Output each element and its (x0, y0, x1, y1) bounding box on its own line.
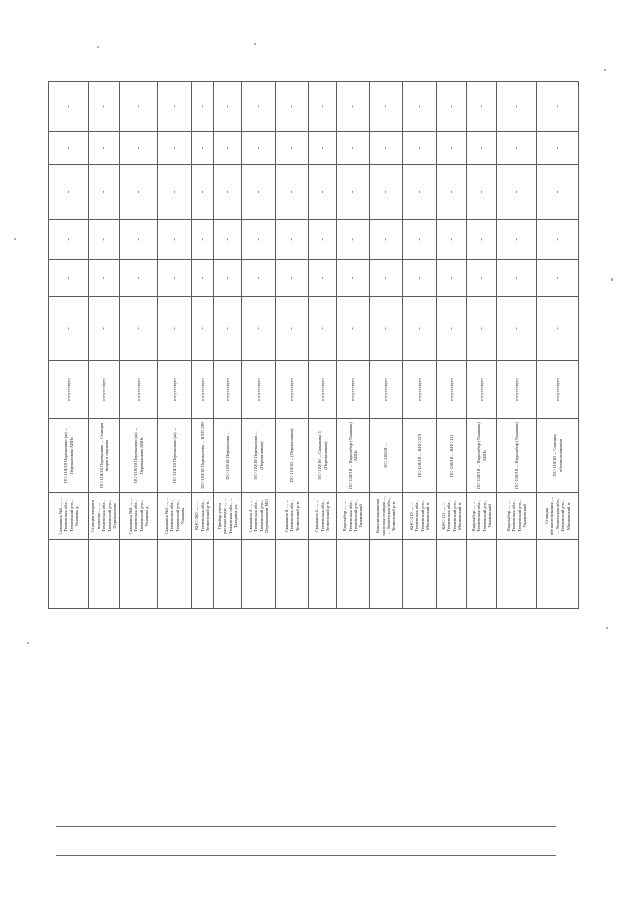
cell-c6: - (403, 260, 437, 297)
object-table (48, 81, 579, 609)
scan-speck (611, 278, 613, 281)
cell-c6: - (309, 260, 337, 297)
cell-name: Прибор учета расхода воды ..., ... Тюменская обл., ... Татарина ул. (214, 493, 242, 540)
cell-name: КНС-111 ..., ... Тюменская обл., Тюменский р-н., Московский п. (437, 493, 467, 540)
cell-name: Скважина 6 ..., ... Тюменская обл., Тюменский р-н. (309, 493, 337, 540)
cell-connection: ПС-110/10 Перевалово ... (Переваловом) (242, 419, 276, 493)
table-row (120, 82, 158, 609)
cell-blank (403, 540, 437, 609)
cell-blank (49, 540, 89, 609)
cell-c8: - (120, 165, 158, 220)
cell-connection: ПС-110/10 ... (370, 419, 403, 493)
cell-c6: - (467, 260, 497, 297)
cell-name: Водозабор ..., ... Тюменская обл., Тюменский р-н., Ушаковский (497, 493, 537, 540)
table-row (214, 82, 242, 609)
cell-c10: - (370, 82, 403, 132)
cell-connection: ПС-110/10 ... КНС-111 (437, 419, 467, 493)
cell-connection: ПС-110/10 ... Скважина 5 (Переваловом) (309, 419, 337, 493)
table-row (497, 82, 537, 609)
table-row (437, 82, 467, 609)
cell-c7: - (337, 220, 370, 260)
cell-c9: - (437, 132, 467, 165)
cell-c7: - (89, 220, 120, 260)
cell-c9: - (497, 132, 537, 165)
cell-c6: - (158, 260, 192, 297)
cell-c9: - (158, 132, 192, 165)
cell-c10: - (497, 82, 537, 132)
cell-c7: - (497, 220, 537, 260)
cell-connection: ПС-110/10 ... (Переваловом) (276, 419, 309, 493)
cell-name: Скважина 8 ..., ... Тюменская обл., Тюменский р-н. (276, 493, 309, 540)
cell-c6: - (537, 260, 579, 297)
cell-blank (437, 540, 467, 609)
cell-c10: - (537, 82, 579, 132)
cell-blank (467, 540, 497, 609)
cell-connection: ПС-110/10 Перевалово ... Станция второго подъема (89, 419, 120, 493)
cell-c6: - (89, 260, 120, 297)
cell-c8: - (437, 165, 467, 220)
footer-rule-bottom (56, 855, 556, 856)
cell-c6: - (214, 260, 242, 297)
cell-c10: - (158, 82, 192, 132)
cell-c6: - (337, 260, 370, 297)
cell-blank (192, 540, 214, 609)
cell-c8: - (537, 165, 579, 220)
table-row (467, 82, 497, 609)
cell-connection: ПС-110/10 ... Водозабор (Ушаково) АВНс (467, 419, 497, 493)
cell-note: отсутствует (214, 361, 242, 419)
cell-c9: - (370, 132, 403, 165)
table-row (537, 82, 579, 609)
cell-c9: - (120, 132, 158, 165)
cell-c10: - (242, 82, 276, 132)
cell-name: Станция второго подъема ..., ... Тюменская обл., Тюменский р-н., Переваловом (89, 493, 120, 540)
cell-c9: - (214, 132, 242, 165)
cell-blank (497, 540, 537, 609)
cell-c6: - (49, 260, 89, 297)
cell-c6: - (276, 260, 309, 297)
table-row (192, 82, 214, 609)
cell-c9: - (242, 132, 276, 165)
cell-c7: - (49, 220, 89, 260)
cell-c9: - (49, 132, 89, 165)
cell-c8: - (214, 165, 242, 220)
cell-note: отсутствует (89, 361, 120, 419)
cell-c9: - (276, 132, 309, 165)
cell-c6: - (437, 260, 467, 297)
cell-c8: - (497, 165, 537, 220)
cell-c5: - (49, 297, 89, 361)
cell-note: отсутствует (120, 361, 158, 419)
cell-c5: - (337, 297, 370, 361)
cell-c9: - (89, 132, 120, 165)
cell-c7: - (309, 220, 337, 260)
cell-name: Водозабор ..., ... Тюменская обл., Тюменский р-н., Ушаковский (337, 493, 370, 540)
cell-name: Скважина №6 ..., ... Тюменская обл., Тюменский р-н., Ушакова д. (49, 493, 89, 540)
cell-c9: - (192, 132, 214, 165)
cell-c5: - (437, 297, 467, 361)
cell-note: отсутствует (337, 361, 370, 419)
cell-c6: - (192, 260, 214, 297)
cell-name: Канализационная насосная станция ..., ... Тюменская обл., Тюменский р-н. (370, 493, 403, 540)
cell-c5: - (497, 297, 537, 361)
cell-c8: - (370, 165, 403, 220)
scan-speck (606, 627, 608, 629)
scan-speck (604, 69, 606, 71)
cell-c7: - (403, 220, 437, 260)
cell-c8: - (158, 165, 192, 220)
cell-connection: ПС-110/10 Перевалово ... КТП 190 (192, 419, 214, 493)
cell-c6: - (497, 260, 537, 297)
cell-c7: - (192, 220, 214, 260)
scan-speck (27, 642, 29, 644)
cell-c6: - (370, 260, 403, 297)
cell-blank (242, 540, 276, 609)
cell-connection: ПС-110/10 Перевалово (ж) ... Переваловом АВНс (120, 419, 158, 493)
cell-note: отсутствует (49, 361, 89, 419)
table-row (403, 82, 437, 609)
cell-note: отсутствует (370, 361, 403, 419)
cell-c5: - (467, 297, 497, 361)
cell-c5: - (370, 297, 403, 361)
cell-c5: - (158, 297, 192, 361)
cell-blank (214, 540, 242, 609)
cell-c5: - (89, 297, 120, 361)
cell-note: отсутствует (537, 361, 579, 419)
cell-c10: - (49, 82, 89, 132)
cell-c10: - (276, 82, 309, 132)
scan-speck (254, 43, 256, 45)
cell-note: отсутствует (276, 361, 309, 419)
table-row (158, 82, 192, 609)
cell-connection: ПС-110/10 ... Станция обезжелезивания (537, 419, 579, 493)
cell-c7: - (158, 220, 192, 260)
cell-c9: - (337, 132, 370, 165)
cell-c7: - (276, 220, 309, 260)
cell-c10: - (192, 82, 214, 132)
cell-name: Скважина 4 ..., ... Тюменская обл., Тюменский р-н., Переваловом МО (242, 493, 276, 540)
table-row (309, 82, 337, 609)
cell-c8: - (242, 165, 276, 220)
cell-c5: - (276, 297, 309, 361)
cell-connection: ПС-110/10 Перевалово (ж) ... Переваловом АВНс (49, 419, 89, 493)
cell-c7: - (120, 220, 158, 260)
cell-c6: - (242, 260, 276, 297)
cell-c5: - (214, 297, 242, 361)
cell-c5: - (120, 297, 158, 361)
cell-c8: - (403, 165, 437, 220)
rotated-table-wrapper (48, 82, 571, 609)
cell-name: Скважина №5 ..., ... Тюменская обл., Тюменский р-н., Ушакова (158, 493, 192, 540)
cell-connection: ПС-110/10 ... Водозабор (Ушаково) АВНс (337, 419, 370, 493)
cell-c5: - (403, 297, 437, 361)
cell-c8: - (276, 165, 309, 220)
cell-c10: - (467, 82, 497, 132)
scan-speck (14, 238, 16, 240)
footer-rule-top (56, 826, 556, 827)
cell-c7: - (537, 220, 579, 260)
cell-note: отсутствует (497, 361, 537, 419)
cell-c8: - (467, 165, 497, 220)
cell-note: отсутствует (403, 361, 437, 419)
cell-connection: ПС-110/10 Перевалово (ж) ... (158, 419, 192, 493)
cell-c10: - (403, 82, 437, 132)
cell-name: Водозабор ..., ... Тюменская обл., Тюменский р-н., Ушаковский (467, 493, 497, 540)
cell-c8: - (309, 165, 337, 220)
cell-c9: - (467, 132, 497, 165)
cell-name: Скважина №8 ..., ... Тюменская обл., Тюменский р-н., Ушакова д. (120, 493, 158, 540)
cell-note: отсутствует (192, 361, 214, 419)
cell-c7: - (467, 220, 497, 260)
table-row (370, 82, 403, 609)
cell-name: КНС-282 ..., ... Тюменская обл., Тюменский р-н. (192, 493, 214, 540)
cell-name: КНС-219 ..., ... Тюменская обл., Тюменский р-н., Московский п. (403, 493, 437, 540)
cell-note: отсутствует (437, 361, 467, 419)
table-row (49, 82, 89, 609)
cell-note: отсутствует (467, 361, 497, 419)
cell-c10: - (214, 82, 242, 132)
cell-c5: - (242, 297, 276, 361)
cell-note: отсутствует (309, 361, 337, 419)
cell-c8: - (337, 165, 370, 220)
cell-blank (337, 540, 370, 609)
table-row (276, 82, 309, 609)
cell-connection: ПС-110/10 ... КНС-219 (403, 419, 437, 493)
cell-c5: - (309, 297, 337, 361)
cell-c7: - (214, 220, 242, 260)
cell-c10: - (120, 82, 158, 132)
table-body (49, 82, 579, 609)
cell-blank (120, 540, 158, 609)
table-row (89, 82, 120, 609)
cell-c8: - (192, 165, 214, 220)
cell-name: Станция обезжелезивания ..., ... Тюменская обл., Тюменский р-н., Московский п. (537, 493, 579, 540)
table-row (337, 82, 370, 609)
cell-c10: - (309, 82, 337, 132)
cell-c10: - (437, 82, 467, 132)
cell-c6: - (120, 260, 158, 297)
cell-blank (370, 540, 403, 609)
cell-c7: - (242, 220, 276, 260)
cell-c8: - (89, 165, 120, 220)
cell-c10: - (337, 82, 370, 132)
cell-c9: - (403, 132, 437, 165)
cell-c9: - (309, 132, 337, 165)
scan-speck (97, 46, 99, 48)
cell-blank (537, 540, 579, 609)
cell-blank (89, 540, 120, 609)
table-row (242, 82, 276, 609)
cell-blank (158, 540, 192, 609)
cell-c10: - (89, 82, 120, 132)
cell-blank (276, 540, 309, 609)
cell-connection: ПС-110/10 ... Водозабор (Ушаково) (497, 419, 537, 493)
cell-c7: - (370, 220, 403, 260)
cell-c8: - (49, 165, 89, 220)
cell-connection: ПС-110/10 Перевалово ... (214, 419, 242, 493)
cell-c5: - (537, 297, 579, 361)
cell-note: отсутствует (242, 361, 276, 419)
cell-c5: - (192, 297, 214, 361)
cell-blank (309, 540, 337, 609)
cell-note: отсутствует (158, 361, 192, 419)
cell-c9: - (537, 132, 579, 165)
cell-c7: - (437, 220, 467, 260)
